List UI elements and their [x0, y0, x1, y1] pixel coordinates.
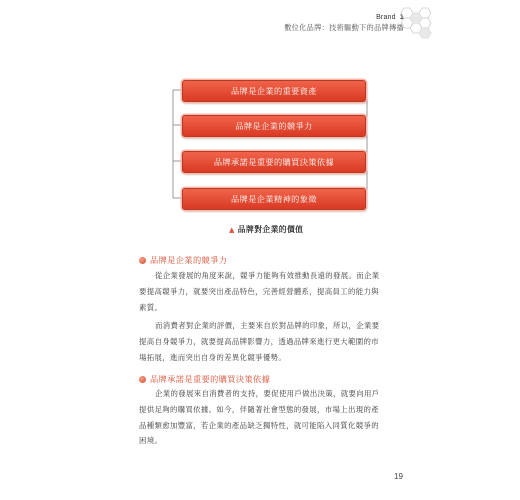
- brand-number: 1: [399, 14, 404, 21]
- diagram-box-competitiveness: 品牌是企業的競爭力: [182, 115, 366, 137]
- paragraph-line: 困境。: [139, 436, 163, 446]
- bullet-icon: [139, 257, 146, 264]
- diagram-box-brand-asset: 品牌是企業的重要資產: [182, 80, 366, 102]
- running-header: [284, 14, 404, 33]
- paragraph-line: 提高自身競爭力，就要提高品牌影響力，透過品牌來進行更大範圍的市: [139, 336, 379, 346]
- paragraph-line: 場拓展，進而突出自身的差異化競爭優勢。: [139, 352, 287, 362]
- section-title-purchase-basis: [139, 374, 270, 385]
- figure-caption: [229, 224, 303, 235]
- diagram-box-corporate-spirit: 品牌是企業精神的象徵: [182, 188, 366, 210]
- brand-label: Brand: [376, 14, 396, 21]
- triangle-icon: ▲: [229, 226, 235, 234]
- paragraph-line: 要提高競爭力，就要突出產品特色，完善經營體系，提高員工的能力與: [139, 286, 379, 296]
- brand-chapter-label: [284, 14, 404, 21]
- paragraph: [139, 386, 383, 449]
- figure-caption-text: 品牌對企業的價值: [237, 225, 304, 234]
- bullet-icon: [139, 376, 146, 383]
- paragraph-line: 企業的發展來自消費者的支持，要促使用戶做出決策，就要向用戶: [155, 389, 380, 398]
- paragraph-line: 而消費者對企業的評價，主要來自於對品牌的印象，所以，企業要: [155, 321, 380, 330]
- paragraph-line: 品種類愈加豐富，若企業的產品缺乏獨特性，就可能陷入同質化競爭的: [139, 420, 379, 430]
- page-number: 19: [394, 472, 403, 481]
- section-title-text: 品牌承諾是重要的購買決策依據: [150, 374, 271, 384]
- chapter-title: 數位化品牌：技術驅動下的品牌傳播: [284, 23, 404, 32]
- section-title-text: 品牌是企業的競爭力: [150, 255, 228, 265]
- paragraph-line: 素質。: [139, 302, 163, 312]
- section-title-competitiveness: [139, 255, 227, 266]
- paragraph-line: 提供足夠的購買依據。如今，伴隨著社會型態的發展，市場上出現的產: [139, 404, 379, 414]
- paragraph: [139, 268, 383, 315]
- hexagon-decoration-icon: [394, 6, 434, 44]
- paragraph: [139, 318, 383, 365]
- diagram-box-purchase-basis: 品牌承諾是重要的購買決策依據: [182, 151, 366, 173]
- brand-value-diagram: [168, 74, 368, 224]
- paragraph-line: 從企業發展的角度來說，競爭力能夠有效推動長遠的發展。而企業: [155, 271, 380, 280]
